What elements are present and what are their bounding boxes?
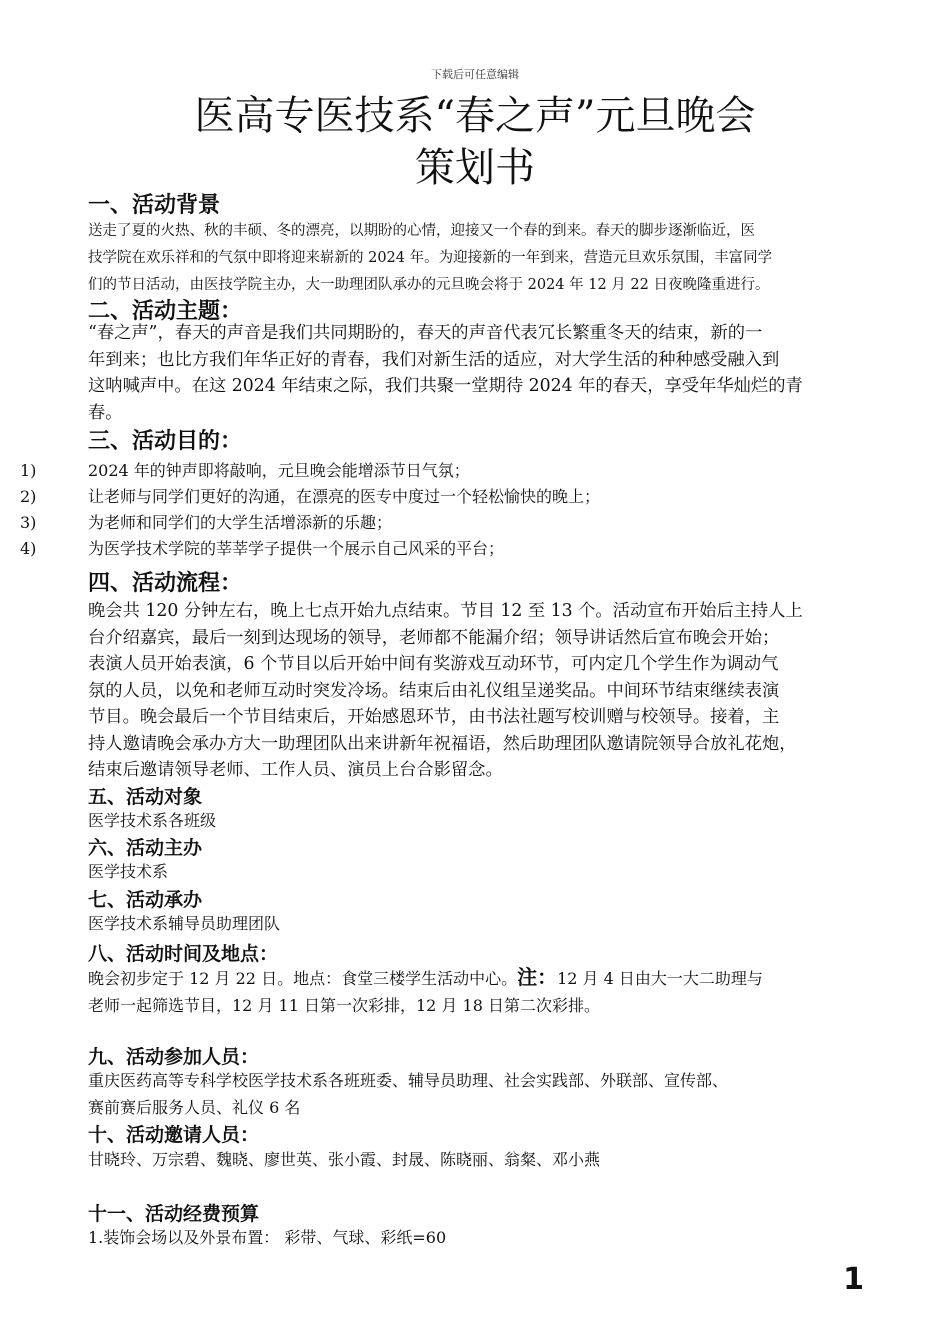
section-heading-undertaker: 七、活动承办 bbox=[88, 889, 203, 911]
paragraph-line: 技学院在欢乐祥和的气氛中即将迎来崭新的 2024 年。为迎接新的一年到来，营造元旦欢乐氛围，丰富同学 bbox=[88, 250, 773, 266]
paragraph-line: 晚会共 120 分钟左右，晚上七点开始九点结束。节目 12 至 13 个。活动宣布开始后主持人上 bbox=[88, 601, 803, 621]
section-theme-text bbox=[88, 320, 878, 426]
paragraph-line: 这呐喊声中。在这 2024 年结束之际，我们共聚一堂期待 2024 年的春天，享受年华灿烂的青 bbox=[88, 376, 803, 396]
paragraph-line: 老师一起筛选节目，12 月 11 日第一次彩排，12 月 18 日第二次彩排。 bbox=[88, 995, 600, 1015]
document-subtitle: 策划书 bbox=[415, 145, 535, 191]
list-text: 为老师和同学们的大学生活增添新的乐趣； bbox=[88, 513, 393, 532]
section-audience-text: 医学技术系各班级 bbox=[88, 811, 217, 830]
section-heading-process: 四、活动流程： bbox=[88, 571, 243, 596]
section-heading-purpose: 三、活动目的： bbox=[88, 429, 243, 454]
paragraph-line bbox=[88, 964, 878, 993]
note-label: 注： bbox=[517, 965, 558, 989]
section-heading-theme: 二、活动主题： bbox=[88, 299, 243, 324]
section-heading-time-place: 八、活动时间及地点： bbox=[88, 943, 279, 965]
document-title: 医高专医技系“春之声”元旦晚会 bbox=[194, 93, 756, 139]
list-number: 2) bbox=[20, 487, 37, 506]
paragraph-line: 表演人员开始表演，6 个节目以后开始中间有奖游戏互动环节，可内定几个学生作为调动气 bbox=[88, 654, 779, 674]
list-number: 4) bbox=[20, 539, 37, 558]
paragraph-line: 年到来；也比方我们年华正好的青春，我们对新生活的适应，对大学生活的种种感受融入到 bbox=[88, 349, 780, 370]
time-place-text: 晚会初步定于 12 月 22 日。地点：食堂三楼学生活动中心。 bbox=[88, 969, 518, 988]
paragraph-line: “春之声”，春天的声音是我们共同期盼的，春天的声音代表冗长繁重冬天的结束，新的一 bbox=[88, 323, 763, 343]
section-process-text bbox=[88, 598, 878, 784]
list-number: 1) bbox=[20, 461, 37, 480]
paragraph-line: 赛前赛后服务人员、礼仪 6 名 bbox=[88, 1097, 301, 1117]
paragraph-line: 送走了夏的火热、秋的丰硕、冬的漂亮，以期盼的心情，迎接又一个春的到来。春天的脚步逐渐临近，医 bbox=[88, 223, 755, 239]
paragraph-line: 结束后邀请领导老师、工作人员、演员上台合影留念。 bbox=[88, 760, 503, 780]
section-organizer-text: 医学技术系 bbox=[88, 862, 169, 881]
paragraph-line: 重庆医药高等专科学校医学技术系各班班委、辅导员助理、社会实践部、外联部、宣传部、 bbox=[88, 1071, 729, 1090]
paragraph-line: 春。 bbox=[88, 402, 123, 423]
section-time-place-text bbox=[88, 964, 878, 1019]
section-heading-background: 一、活动背景 bbox=[88, 193, 221, 218]
section-participants-text bbox=[88, 1068, 878, 1121]
section-budget-text: 1.装饰会场以及外景布置： 彩带、气球、彩纸=60 bbox=[88, 1228, 447, 1247]
section-heading-participants: 九、活动参加人员： bbox=[88, 1046, 260, 1068]
page-number: 1 bbox=[843, 1262, 864, 1297]
section-heading-organizer: 六、活动主办 bbox=[88, 837, 203, 859]
paragraph-line: 台介绍嘉宾，最后一刻到达现场的领导，老师都不能漏介绍；领导讲话然后宣布晚会开始； bbox=[88, 627, 780, 648]
section-undertaker-text: 医学技术系辅导员助理团队 bbox=[88, 914, 281, 933]
header-note: 下载后可任意编辑 bbox=[431, 68, 519, 81]
section-heading-budget: 十一、活动经费预算 bbox=[88, 1203, 260, 1225]
paragraph-line: 节目。晚会最后一个节目结束后，开始感恩环节，由书法社题写校训赠与校领导。接着，主 bbox=[88, 707, 780, 727]
section-heading-audience: 五、活动对象 bbox=[88, 786, 203, 808]
paragraph-line: 持人邀请晚会承办方大一助理团队出来讲新年祝福语，然后助理团队邀请院领导合放礼花炮， bbox=[88, 733, 797, 754]
section-heading-invitees: 十、活动邀请人员： bbox=[88, 1124, 260, 1146]
list-text: 让老师与同学们更好的沟通，在漂亮的医专中度过一个轻松愉快的晚上； bbox=[88, 487, 601, 506]
paragraph-line: 们的节日活动，由医技学院主办，大一助理团队承办的元旦晚会将于 2024 年 12 月 22 日夜晚隆重进行。 bbox=[88, 277, 770, 293]
list-text: 为医学技术学院的莘莘学子提供一个展示自己风采的平台； bbox=[88, 539, 505, 558]
list-text: 2024 年的钟声即将敲响，元旦晚会能增添节日气氛； bbox=[88, 461, 470, 480]
note-text: 12 月 4 日由大一大二助理与 bbox=[557, 969, 763, 988]
section-background-text bbox=[88, 218, 878, 299]
paragraph-line: 氛的人员，以免和老师互动时突发冷场。结束后由礼仪组呈递奖品。中间环节结束继续表演 bbox=[88, 680, 780, 701]
list-number: 3) bbox=[20, 513, 37, 532]
section-invitees-text: 甘晓玲、万宗碧、魏晓、廖世英、张小霞、封晟、陈晓丽、翁粲、邓小燕 bbox=[88, 1150, 601, 1169]
